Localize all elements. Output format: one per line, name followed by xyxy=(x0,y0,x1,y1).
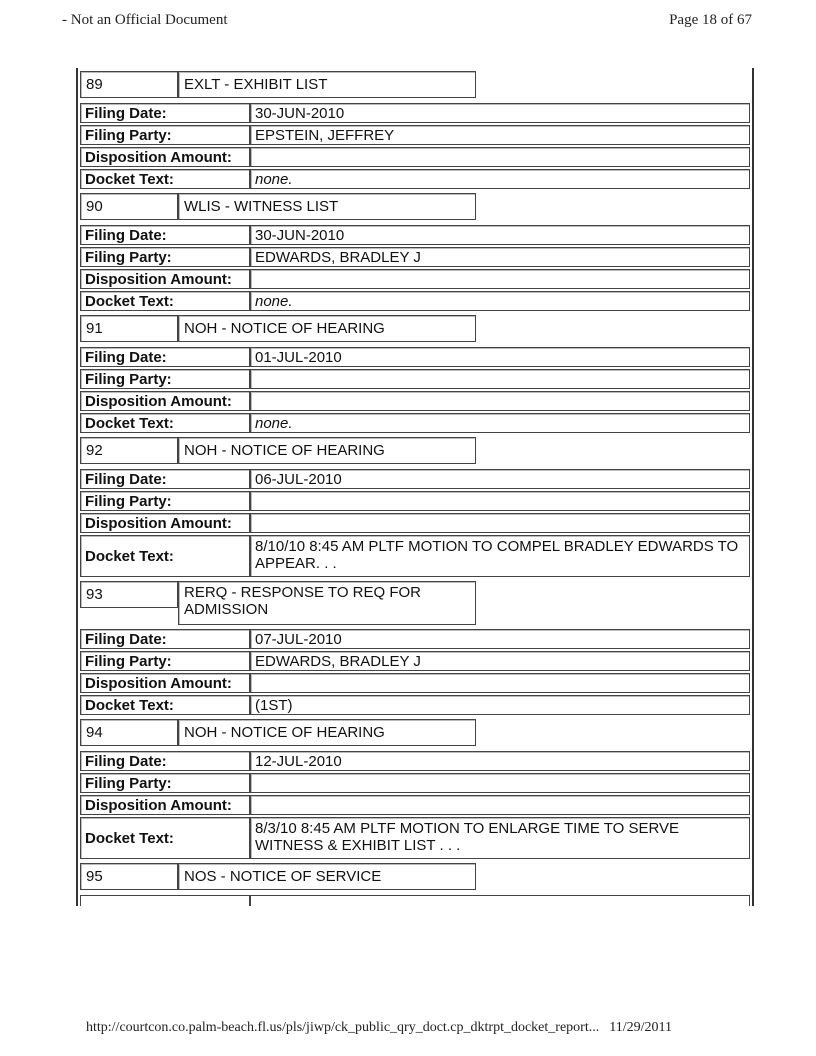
docket-text-value: 8/10/10 8:45 AM PLTF MOTION TO COMPEL BRADLEY EDWARDS TO APPEAR. . . xyxy=(250,535,750,577)
entry-spacer xyxy=(476,315,750,342)
entry-number: 91 xyxy=(80,315,178,342)
docket-text-row xyxy=(78,694,752,716)
filing-date-value: 07-JUL-2010 xyxy=(250,629,750,649)
disposition-amount-row xyxy=(78,512,752,534)
filing-party-row xyxy=(78,772,752,794)
footer-url[interactable]: http://courtcon.co.palm-beach.fl.us/pls/jiwp/ck_public_qry_doct.cp_dktrpt_docket_report... xyxy=(86,1020,600,1035)
docket-entry-row xyxy=(78,190,752,224)
filing-party-row xyxy=(78,246,752,268)
entry-number: 89 xyxy=(80,71,178,98)
docket-entry-row xyxy=(78,434,752,468)
disposition-amount-label: Disposition Amount: xyxy=(80,147,250,167)
docket-text-value: 8/3/10 8:45 AM PLTF MOTION TO ENLARGE TIME TO SERVE WITNESS & EXHIBIT LIST . . . xyxy=(250,817,750,859)
filing-party-value: EPSTEIN, JEFFREY xyxy=(250,125,750,145)
entry-type: RERQ - RESPONSE TO REQ FOR ADMISSION xyxy=(178,581,476,625)
entry-type: NOH - NOTICE OF HEARING xyxy=(178,719,476,746)
filing-date-row xyxy=(78,102,752,124)
entry-spacer xyxy=(476,863,750,890)
docket-text-label: Docket Text: xyxy=(80,169,250,189)
disposition-amount-value xyxy=(250,147,750,167)
docket-text-label: Docket Text: xyxy=(80,817,250,859)
filing-date-value: 30-JUN-2010 xyxy=(250,103,750,123)
entry-spacer xyxy=(476,71,750,98)
filing-party-label: Filing Party: xyxy=(80,369,250,389)
disposition-amount-value xyxy=(250,269,750,289)
disposition-amount-row xyxy=(78,390,752,412)
filing-date-row xyxy=(78,346,752,368)
filing-date-label: Filing Date: xyxy=(80,225,250,245)
filing-date-label: Filing Date: xyxy=(80,751,250,771)
disposition-amount-row xyxy=(78,146,752,168)
entry-number: 93 xyxy=(80,581,178,608)
disposition-amount-label: Disposition Amount: xyxy=(80,673,250,693)
filing-date-row xyxy=(78,750,752,772)
filing-party-label: Filing Party: xyxy=(80,247,250,267)
disposition-amount-row xyxy=(78,672,752,694)
entry-spacer xyxy=(476,581,750,624)
docket-text-label: Docket Text: xyxy=(80,413,250,433)
entry-number: 95 xyxy=(80,863,178,890)
disposition-amount-value xyxy=(250,795,750,815)
entry-type: WLIS - WITNESS LIST xyxy=(178,193,476,220)
entry-number: 92 xyxy=(80,437,178,464)
docket-text-value: (1ST) xyxy=(250,695,750,715)
entry-type: NOS - NOTICE OF SERVICE xyxy=(178,863,476,890)
filing-party-label: Filing Party: xyxy=(80,125,250,145)
filing-party-label: Filing Party: xyxy=(80,491,250,511)
entry-type: EXLT - EXHIBIT LIST xyxy=(178,71,476,98)
docket-entry-row xyxy=(78,860,752,894)
filing-party-row xyxy=(78,368,752,390)
page-number: Page 18 of 67 xyxy=(669,12,752,28)
docket-text-row xyxy=(78,168,752,190)
docket-text-value: none. xyxy=(250,169,750,189)
disposition-amount-label: Disposition Amount: xyxy=(80,795,250,815)
filing-party-value xyxy=(250,369,750,389)
docket-entry-continuation xyxy=(78,894,752,906)
entry-number: 90 xyxy=(80,193,178,220)
filing-party-label: Filing Party: xyxy=(80,651,250,671)
filing-party-value: EDWARDS, BRADLEY J xyxy=(250,247,750,267)
filing-party-row xyxy=(78,490,752,512)
disposition-amount-row xyxy=(78,794,752,816)
filing-party-value xyxy=(250,491,750,511)
docket-text-value: none. xyxy=(250,413,750,433)
disposition-amount-value xyxy=(250,391,750,411)
entry-type: NOH - NOTICE OF HEARING xyxy=(178,437,476,464)
filing-date-row xyxy=(78,628,752,650)
filing-date-label: Filing Date: xyxy=(80,469,250,489)
disposition-amount-value xyxy=(250,513,750,533)
filing-date-value: 06-JUL-2010 xyxy=(250,469,750,489)
docket-text-row xyxy=(78,290,752,312)
filing-date-value: 01-JUL-2010 xyxy=(250,347,750,367)
disposition-amount-label: Disposition Amount: xyxy=(80,513,250,533)
filing-party-label: Filing Party: xyxy=(80,773,250,793)
docket-text-value: none. xyxy=(250,291,750,311)
entry-spacer xyxy=(476,193,750,220)
footer xyxy=(86,1020,672,1036)
disposition-amount-label: Disposition Amount: xyxy=(80,391,250,411)
docket-entry-row xyxy=(78,312,752,346)
header-disclaimer: - Not an Official Document xyxy=(62,12,228,28)
docket-entry-row xyxy=(78,716,752,750)
entry-spacer xyxy=(476,437,750,464)
docket-entry-row xyxy=(78,578,752,628)
entry-type: NOH - NOTICE OF HEARING xyxy=(178,315,476,342)
docket-text-label: Docket Text: xyxy=(80,291,250,311)
filing-date-label: Filing Date: xyxy=(80,629,250,649)
footer-date: 11/29/2011 xyxy=(609,1020,672,1035)
filing-date-value: 12-JUL-2010 xyxy=(250,751,750,771)
filing-party-row xyxy=(78,124,752,146)
disposition-amount-value xyxy=(250,673,750,693)
continuation-value-cell xyxy=(250,895,750,906)
docket-text-label: Docket Text: xyxy=(80,535,250,577)
docket-text-row xyxy=(78,534,752,578)
filing-date-label: Filing Date: xyxy=(80,347,250,367)
filing-date-value: 30-JUN-2010 xyxy=(250,225,750,245)
filing-party-row xyxy=(78,650,752,672)
entry-spacer xyxy=(476,719,750,746)
disposition-amount-label: Disposition Amount: xyxy=(80,269,250,289)
continuation-label-cell xyxy=(80,895,250,906)
docket-entry-row xyxy=(78,68,752,102)
filing-date-label: Filing Date: xyxy=(80,103,250,123)
docket-text-row xyxy=(78,412,752,434)
docket-text-label: Docket Text: xyxy=(80,695,250,715)
filing-party-value: EDWARDS, BRADLEY J xyxy=(250,651,750,671)
filing-date-row xyxy=(78,224,752,246)
docket-table xyxy=(76,68,754,906)
filing-date-row xyxy=(78,468,752,490)
filing-party-value xyxy=(250,773,750,793)
disposition-amount-row xyxy=(78,268,752,290)
docket-text-row xyxy=(78,816,752,860)
entry-number: 94 xyxy=(80,719,178,746)
